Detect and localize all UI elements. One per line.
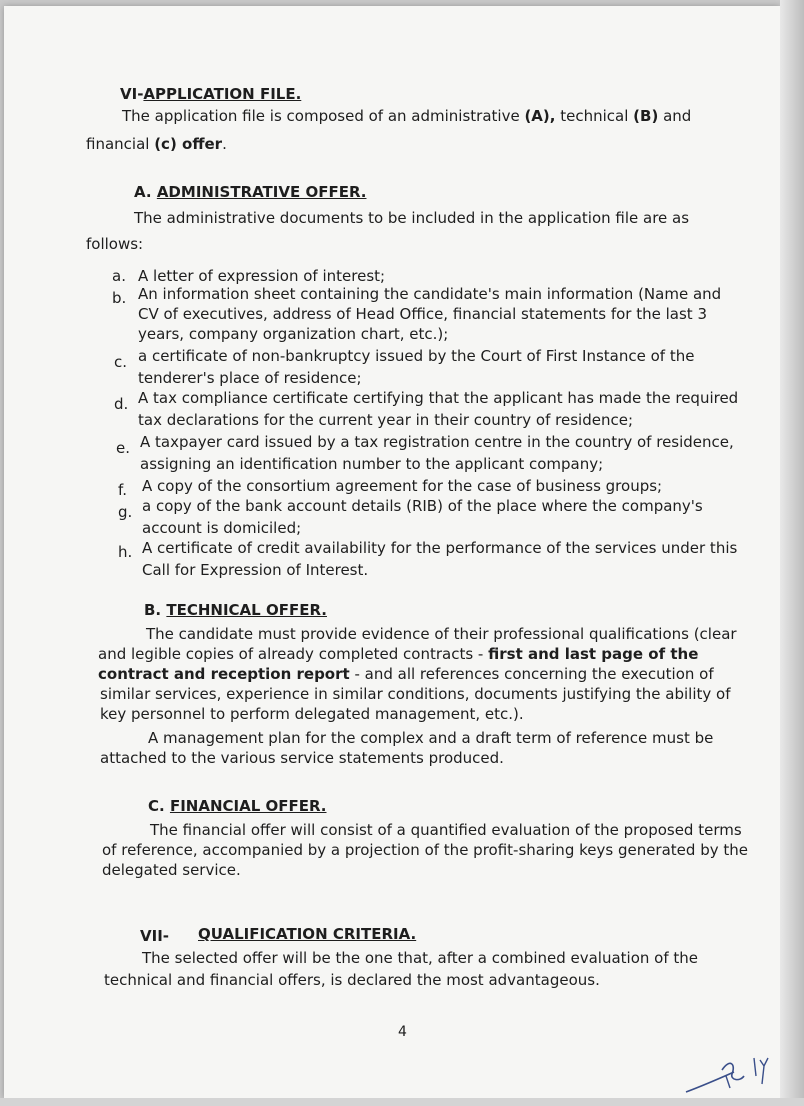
list-item-label: c. <box>114 353 128 371</box>
section-number: VII- <box>140 927 169 945</box>
financial-paragraph-line: delegated service. <box>102 861 241 879</box>
section-vii-heading <box>140 926 169 946</box>
section-vi-heading <box>120 84 301 104</box>
section-vi-intro-line2 <box>86 134 227 154</box>
technical-paragraph-line <box>98 664 714 684</box>
list-item-label: h. <box>118 543 133 561</box>
page-edge-shadow <box>780 0 804 1106</box>
list-item: A taxpayer card issued by a tax registration centre in the country of residence, <box>140 433 734 451</box>
list-item-label: f. <box>118 481 127 499</box>
section-title: APPLICATION FILE. <box>143 85 302 103</box>
list-item: a certificate of non-bankruptcy issued by the Court of First Instance of the <box>138 347 695 365</box>
list-item-continuation: tax declarations for the current year in their country of residence; <box>138 411 633 429</box>
intro-bold-c: (c) offer <box>154 135 223 153</box>
intro-bold-a: (A), <box>524 107 556 125</box>
list-item-label: d. <box>114 395 129 413</box>
section-title: QUALIFICATION CRITERIA. <box>198 925 417 943</box>
technical-heading <box>144 600 327 620</box>
page-number: 4 <box>398 1024 407 1040</box>
list-item-label: a. <box>112 267 126 285</box>
technical-bold-text: contract and reception report <box>98 665 350 683</box>
admin-title: ADMINISTRATIVE OFFER. <box>156 183 367 201</box>
list-item-continuation: years, company organization chart, etc.); <box>138 325 449 343</box>
list-item-continuation: tenderer's place of residence; <box>138 369 362 387</box>
list-item: An information sheet containing the candidate's main information (Name and <box>138 285 722 303</box>
admin-intro-line2: follows: <box>86 235 144 253</box>
technical-paragraph-line: similar services, experience in similar conditions, documents justifying the ability of <box>100 685 731 703</box>
intro-text: financial <box>86 135 155 153</box>
technical-title: TECHNICAL OFFER. <box>166 601 327 619</box>
financial-paragraph-line: of reference, accompanied by a projection of the profit-sharing keys generated by the <box>102 841 748 859</box>
list-item: A copy of the consortium agreement for the case of business groups; <box>142 477 663 495</box>
admin-letter: A. <box>134 183 152 201</box>
technical-text: - and all references concerning the execution of <box>349 665 714 683</box>
list-item-continuation: Call for Expression of Interest. <box>142 561 369 579</box>
section-vii-title-wrap <box>198 924 416 944</box>
list-item: A certificate of credit availability for the performance of the services under this <box>142 539 738 557</box>
handwritten-signature <box>682 1046 782 1104</box>
list-item: A letter of expression of interest; <box>138 267 386 285</box>
list-item-label: e. <box>116 439 130 457</box>
list-item: A tax compliance certificate certifying that the applicant has made the required <box>138 389 739 407</box>
list-item-continuation: CV of executives, address of Head Office, financial statements for the last 3 <box>138 305 707 323</box>
technical-text: and legible copies of already completed contracts - <box>98 645 489 663</box>
financial-letter: C. <box>148 797 165 815</box>
technical-paragraph-line <box>98 644 698 664</box>
section-vii-paragraph-line: The selected offer will be the one that, after a combined evaluation of the <box>142 949 699 967</box>
technical-paragraph-line: attached to the various service statements produced. <box>100 749 504 767</box>
admin-intro-line1: The administrative documents to be included in the application file are as <box>134 209 690 227</box>
section-vi-intro-line1 <box>122 106 691 126</box>
section-vii-paragraph-line: technical and financial offers, is declared the most advantageous. <box>104 971 600 989</box>
list-item: a copy of the bank account details (RIB) of the place where the company's <box>142 497 703 515</box>
financial-heading <box>148 796 327 816</box>
list-item-continuation: assigning an identification number to the applicant company; <box>140 455 604 473</box>
technical-bold-text: first and last page of the <box>488 645 699 663</box>
intro-text: The application file is composed of an administrative <box>122 107 525 125</box>
technical-paragraph-line: A management plan for the complex and a draft term of reference must be <box>148 729 714 747</box>
list-item-continuation: account is domiciled; <box>142 519 302 537</box>
financial-paragraph-line: The financial offer will consist of a quantified evaluation of the proposed terms <box>150 821 742 839</box>
technical-paragraph-line: key personnel to perform delegated management, etc.). <box>100 705 524 723</box>
intro-bold-b: (B) <box>633 107 659 125</box>
list-item-label: g. <box>118 503 133 521</box>
list-item-label: b. <box>112 289 127 307</box>
intro-text: . <box>222 135 227 153</box>
intro-text: technical <box>555 107 634 125</box>
technical-letter: B. <box>144 601 162 619</box>
admin-heading <box>134 182 366 202</box>
financial-title: FINANCIAL OFFER. <box>169 797 327 815</box>
technical-paragraph-line: The candidate must provide evidence of their professional qualifications (clear <box>146 625 737 643</box>
intro-text: and <box>658 107 692 125</box>
section-number: VI- <box>120 85 144 103</box>
